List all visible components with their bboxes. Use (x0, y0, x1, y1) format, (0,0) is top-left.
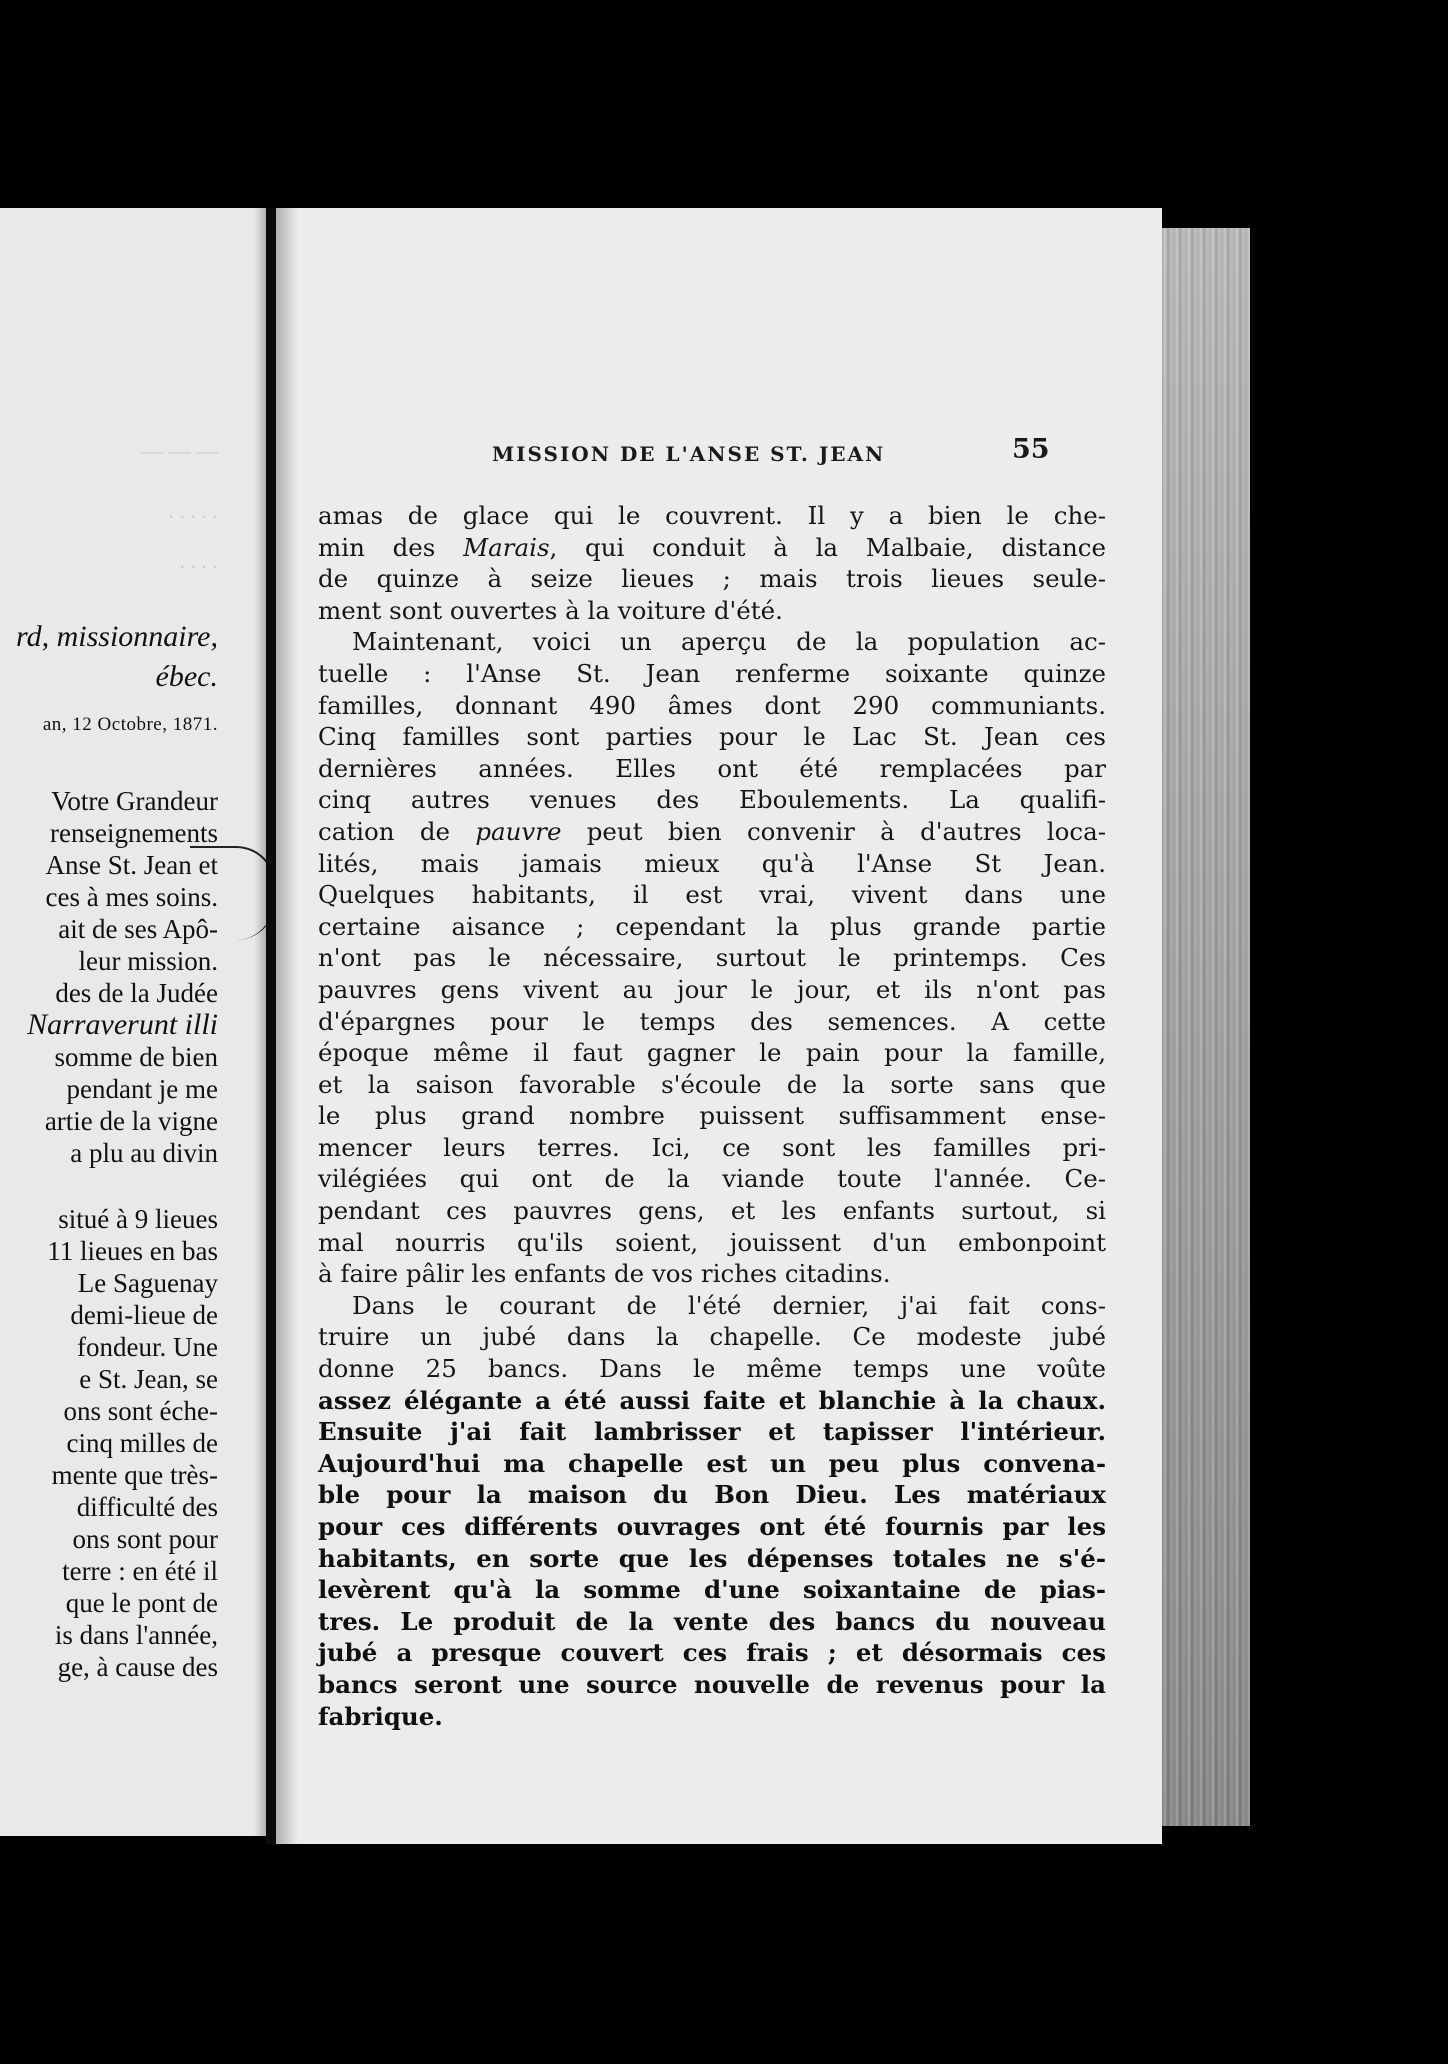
left-line: pendant je me (66, 1074, 218, 1104)
text-line: tres. Le produit de la vente des bancs du nouveau (318, 1606, 1106, 1636)
text-line: min des Marais, qui conduit à la Malbaie, distance (318, 532, 1106, 562)
text-line: le plus grand nombre puissent suffisamment ense- (318, 1101, 1106, 1131)
text-line: mal nourris qu'ils soient, jouissent d'un embonpoint (318, 1227, 1106, 1257)
body-text (318, 500, 1106, 1732)
text-line: de quinze à seize lieues ; mais trois lieues seule- (318, 564, 1106, 594)
left-line: que le pont de (65, 1588, 218, 1618)
book-fore-edge (1162, 228, 1250, 1826)
text-line: certaine aisance ; cependant la plus grande partie (318, 911, 1106, 941)
text-line: Aujourd'hui ma chapelle est un peu plus convena- (318, 1448, 1106, 1478)
text-line: lités, mais jamais mieux qu'à l'Anse St Jean. (318, 848, 1106, 878)
text-line: d'épargnes pour le temps des semences. A cette (318, 1006, 1106, 1036)
text-line: fabrique. (318, 1701, 443, 1731)
italic-word: pauvre (475, 816, 562, 846)
text-line: pauvres gens vivent au jour le jour, et ils n'ont pas (318, 974, 1106, 1004)
left-line: ces à mes soins. (45, 882, 218, 912)
text-line: n'ont pas le nécessaire, surtout le printemps. Ces (318, 943, 1106, 973)
left-page (0, 208, 272, 1836)
left-line: artie de la vigne (44, 1106, 218, 1136)
left-line: an, 12 Octobre, 1871. (42, 714, 218, 735)
left-line: ait de ses Apô- (58, 914, 218, 944)
left-line: a plu au divin (70, 1138, 218, 1168)
left-line: difficulté des (76, 1492, 218, 1522)
text-line: ble pour la maison du Bon Dieu. Les matériaux (318, 1480, 1106, 1510)
left-line: rd, missionnaire, (16, 620, 218, 653)
left-line: is dans l'année, (54, 1620, 218, 1650)
left-line: demi-lieue de (70, 1300, 218, 1330)
text-line: habitants, en sorte que les dépenses totales ne s'é- (318, 1543, 1106, 1573)
text-line: mencer leurs terres. Ici, ce sont les familles pri- (318, 1132, 1106, 1162)
left-line: leur mission. (78, 946, 218, 976)
left-line: terre : en été il (62, 1556, 218, 1586)
text-line: vilégiées qui ont de la viande toute l'année. Ce- (318, 1164, 1106, 1194)
text-line: Ensuite j'ai fait lambrisser et tapisser l'intérieur. (318, 1417, 1106, 1447)
left-line: cinq milles de (66, 1428, 218, 1458)
text-line: Quelques habitants, il est vrai, vivent dans une (318, 880, 1106, 910)
left-line: fondeur. Une (77, 1332, 218, 1362)
running-head: MISSION DE L'ANSE ST. JEAN (492, 442, 886, 466)
text-line: levèrent qu'à la somme d'une soixantaine de pias- (318, 1575, 1106, 1605)
text-line: pour ces différents ouvrages ont été fournis par les (318, 1512, 1106, 1541)
left-line: des de la Judée (55, 978, 218, 1008)
left-line: Anse St. Jean et (45, 850, 218, 880)
left-line: 11 lieues en bas (47, 1236, 218, 1266)
left-line: situé à 9 lieues (58, 1204, 218, 1234)
left-line: renseignements (50, 818, 218, 848)
left-line: Votre Grandeur (51, 786, 218, 816)
left-line: ébec. (155, 660, 218, 693)
italic-word: Marais (463, 532, 550, 562)
text-line: jubé a presque couvert ces frais ; et désormais ces (318, 1638, 1106, 1668)
page-number: 55 (1012, 434, 1050, 465)
text-line: à faire pâlir les enfants de vos riches citadins. (318, 1259, 891, 1289)
text-line: donne 25 bancs. Dans le même temps une voûte (318, 1354, 1106, 1384)
bleed-through-text: — — — . . . . . . . . . (141, 438, 218, 573)
text-line: familles, donnant 490 âmes dont 290 communiants. (318, 690, 1106, 720)
left-line: ge, à cause des (57, 1652, 218, 1682)
text-line: tuelle : l'Anse St. Jean renferme soixante quinze (318, 658, 1106, 688)
text-line: dernières années. Elles ont été remplacées par (318, 753, 1106, 783)
text-line: Dans le courant de l'été dernier, j'ai fait cons- (352, 1290, 1106, 1320)
left-line: Narraverunt illi (27, 1008, 218, 1041)
left-line: somme de bien (54, 1042, 218, 1072)
text-line: assez élégante a été aussi faite et blanchie à la chaux. (318, 1385, 1106, 1415)
text-line: pendant ces pauvres gens, et les enfants surtout, si (318, 1196, 1106, 1226)
text-line: truire un jubé dans la chapelle. Ce modeste jubé (318, 1322, 1106, 1352)
text-line: et la saison favorable s'écoule de la sorte sans que (318, 1069, 1106, 1099)
text-line: époque même il faut gagner le pain pour la famille, (318, 1038, 1106, 1068)
text-line: bancs seront une source nouvelle de revenus pour la (318, 1669, 1106, 1699)
left-line: Le Saguenay (77, 1268, 218, 1298)
left-line: mente que très- (51, 1460, 218, 1490)
text-line: ment sont ouvertes à la voiture d'été. (318, 595, 783, 625)
left-line: e St. Jean, se (79, 1364, 218, 1394)
inner-shadow (276, 208, 298, 1844)
right-page (276, 208, 1162, 1844)
text-line: cinq autres venues des Eboulements. La qualifi- (318, 785, 1106, 815)
text-line: cation de pauvre peut bien convenir à d'autres loca- (318, 816, 1107, 846)
text-line: amas de glace qui le couvrent. Il y a bien le che- (318, 501, 1106, 530)
text-line: Cinq familles sont parties pour le Lac St. Jean ces (318, 722, 1106, 752)
text-line: Maintenant, voici un aperçu de la population ac- (352, 627, 1106, 657)
left-line: ons sont éche- (63, 1396, 218, 1426)
left-line: ons sont pour (72, 1524, 218, 1554)
